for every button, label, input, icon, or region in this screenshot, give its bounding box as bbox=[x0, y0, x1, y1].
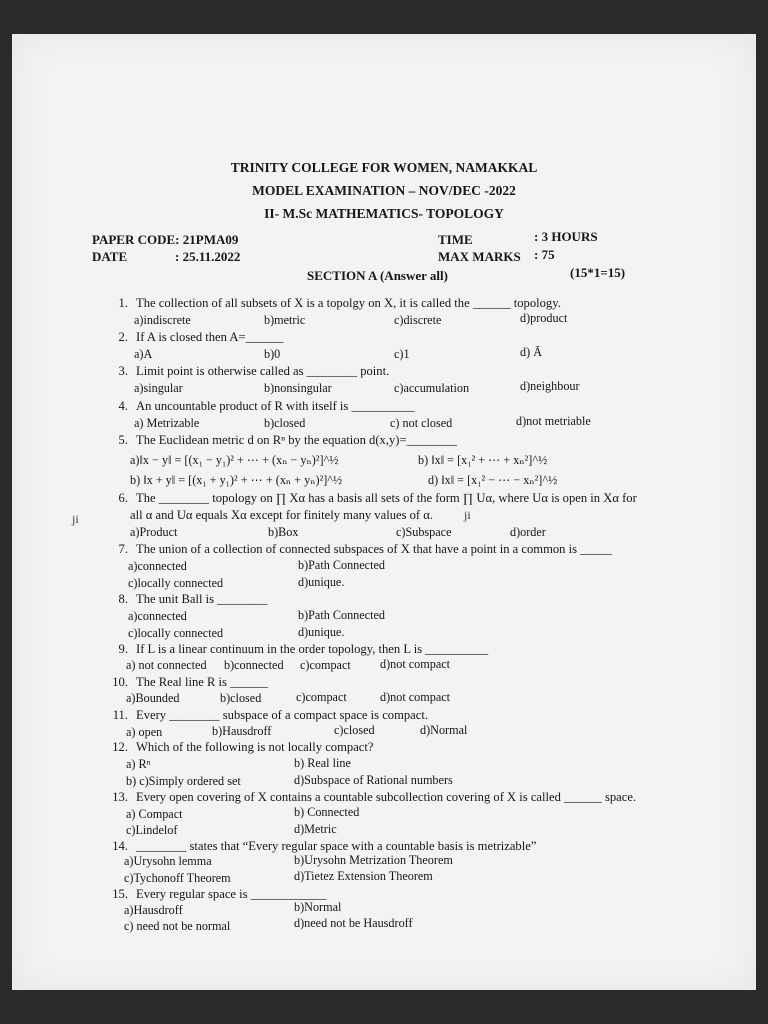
question-9: 9. If L is a linear continuum in the order topology, then L is __________ bbox=[118, 642, 489, 656]
option-1a: a)indiscrete bbox=[134, 313, 191, 327]
option-8a: a)connected bbox=[128, 609, 187, 623]
option-13b: b) Connected bbox=[294, 805, 360, 819]
option-13c: c)Lindelof bbox=[126, 823, 178, 837]
option-1b: b)metric bbox=[264, 313, 306, 327]
margin-mark: ji bbox=[72, 512, 79, 526]
option-6d: d)order bbox=[510, 525, 546, 539]
option-6c: c)Subspace bbox=[396, 525, 452, 539]
marks-value: : 75 bbox=[534, 247, 555, 262]
option-2d: d) Ā bbox=[520, 345, 543, 359]
option-14a: a)Urysohn lemma bbox=[124, 854, 212, 868]
option-13d: d)Metric bbox=[294, 822, 337, 836]
option-14b: b)Urysohn Metrization Theorem bbox=[294, 853, 453, 867]
option-4b: b)closed bbox=[264, 416, 306, 430]
option-8c: c)locally connected bbox=[128, 626, 224, 640]
question-6-continued: all α and Uα equals Xα except for finitely many values of α. bbox=[130, 508, 434, 522]
option-5a: a)‖x − y‖ = [(x₁ − y₁)² + ⋯ + (xₙ − yₙ)²]^½ bbox=[130, 453, 339, 467]
margin-mark-2: ji bbox=[464, 508, 471, 522]
option-14d: d)Tietez Extension Theorem bbox=[294, 869, 433, 883]
option-5d: d) ‖x‖ = [x₁² − ⋯ − xₙ²]^½ bbox=[428, 473, 558, 487]
option-13a: a) Compact bbox=[126, 807, 183, 821]
option-7d: d)unique. bbox=[298, 575, 345, 589]
option-3a: a)singular bbox=[134, 381, 183, 395]
question-8: 8. The unit Ball is ________ bbox=[118, 592, 268, 606]
option-5c: b) ‖x + y‖ = [(x₁ + y₁)² + ⋯ + (xₙ + yₙ)²]^½ bbox=[130, 473, 343, 487]
option-9b: b)connected bbox=[224, 658, 284, 672]
option-4c: c) not closed bbox=[390, 416, 453, 430]
question-1: 1. The collection of all subsets of X is a topolgy on X, it is called the ______ topology. bbox=[118, 296, 561, 310]
option-6a: a)Product bbox=[130, 525, 178, 539]
option-6b: b)Box bbox=[268, 525, 299, 539]
option-12a: a) Rⁿ bbox=[126, 757, 151, 771]
option-8d: d)unique. bbox=[298, 625, 345, 639]
option-9d: d)not compact bbox=[380, 657, 451, 671]
college-name: TRINITY COLLEGE FOR WOMEN, NAMAKKAL bbox=[230, 160, 538, 175]
time-label: TIME bbox=[438, 232, 473, 247]
date-value: : 25.11.2022 bbox=[175, 249, 241, 264]
time-value: : 3 HOURS bbox=[534, 229, 598, 244]
course-title: II- M.Sc MATHEMATICS- TOPOLOGY bbox=[264, 206, 504, 221]
question-4: 4. An uncountable product of R with itself is __________ bbox=[118, 399, 415, 413]
option-15c: c) need not be normal bbox=[124, 919, 231, 933]
question-3: 3. Limit point is otherwise called as ________ point. bbox=[118, 364, 390, 378]
option-15d: d)need not be Hausdroff bbox=[294, 916, 413, 930]
option-15b: b)Normal bbox=[294, 900, 342, 914]
option-3c: c)accumulation bbox=[394, 381, 470, 395]
option-4a: a) Metrizable bbox=[134, 416, 200, 430]
question-15: 15. Every regular space is ____________ bbox=[112, 887, 327, 901]
option-11d: d)Normal bbox=[420, 723, 468, 737]
section-title: SECTION A (Answer all) bbox=[307, 268, 448, 283]
option-12b: b) Real line bbox=[294, 756, 351, 770]
exam-paper bbox=[12, 34, 756, 990]
option-2a: a)A bbox=[134, 347, 153, 361]
option-9c: c)compact bbox=[300, 658, 351, 672]
option-15a: a)Hausdroff bbox=[124, 903, 183, 917]
option-4d: d)not metriable bbox=[516, 414, 591, 428]
option-7b: b)Path Connected bbox=[298, 558, 385, 572]
question-14: 14. ________ states that “Every regular space with a countable basis is metrizable” bbox=[112, 839, 537, 853]
date-label: DATE bbox=[92, 249, 128, 264]
option-7a: a)connected bbox=[128, 559, 187, 573]
option-10d: d)not compact bbox=[380, 690, 451, 704]
option-11c: c)closed bbox=[334, 723, 375, 737]
question-12: 12. Which of the following is not locally compact? bbox=[112, 740, 374, 754]
paper-code: PAPER CODE: 21PMA09 bbox=[92, 232, 239, 247]
option-11b: b)Hausdroff bbox=[212, 724, 272, 738]
option-12c: b) c)Simply ordered set bbox=[126, 774, 241, 788]
option-11a: a) open bbox=[126, 725, 163, 739]
option-10c: c)compact bbox=[296, 690, 347, 704]
exam-title: MODEL EXAMINATION – NOV/DEC -2022 bbox=[252, 183, 516, 198]
question-7: 7. The union of a collection of connected subspaces of X that have a point in a common is _____ bbox=[118, 542, 612, 556]
section-marks: (15*1=15) bbox=[570, 265, 626, 280]
option-10b: b)closed bbox=[220, 691, 262, 705]
option-1d: d)product bbox=[520, 311, 568, 325]
question-10: 10. The Real line R is ______ bbox=[112, 675, 268, 689]
option-7c: c)locally connected bbox=[128, 576, 224, 590]
option-1c: c)discrete bbox=[394, 313, 442, 327]
option-3b: b)nonsingular bbox=[264, 381, 332, 395]
marks-label: MAX MARKS bbox=[438, 249, 521, 264]
option-5b: b) ‖x‖ = [x₁² + ⋯ + xₙ²]^½ bbox=[418, 453, 548, 467]
option-14c: c)Tychonoff Theorem bbox=[124, 871, 231, 885]
option-12d: d)Subspace of Rational numbers bbox=[294, 773, 453, 787]
question-5: 5. The Euclidean metric d on Rⁿ by the equation d(x,y)=________ bbox=[118, 433, 457, 447]
question-6: 6. The ________ topology on ∏ Xα has a basis all sets of the form ∏ Uα, where Uα is open in Xα for bbox=[118, 491, 637, 505]
option-9a: a) not connected bbox=[126, 658, 207, 672]
option-3d: d)neighbour bbox=[520, 379, 580, 393]
option-10a: a)Bounded bbox=[126, 691, 180, 705]
option-2c: c)1 bbox=[394, 347, 410, 361]
question-13: 13. Every open covering of X contains a countable subcollection covering of X is called ______ space. bbox=[112, 790, 637, 804]
question-2: 2. If A is closed then A=______ bbox=[118, 330, 284, 344]
option-8b: b)Path Connected bbox=[298, 608, 385, 622]
option-2b: b)0 bbox=[264, 347, 281, 361]
question-11: 11. Every ________ subspace of a compact space is compact. bbox=[112, 708, 429, 722]
